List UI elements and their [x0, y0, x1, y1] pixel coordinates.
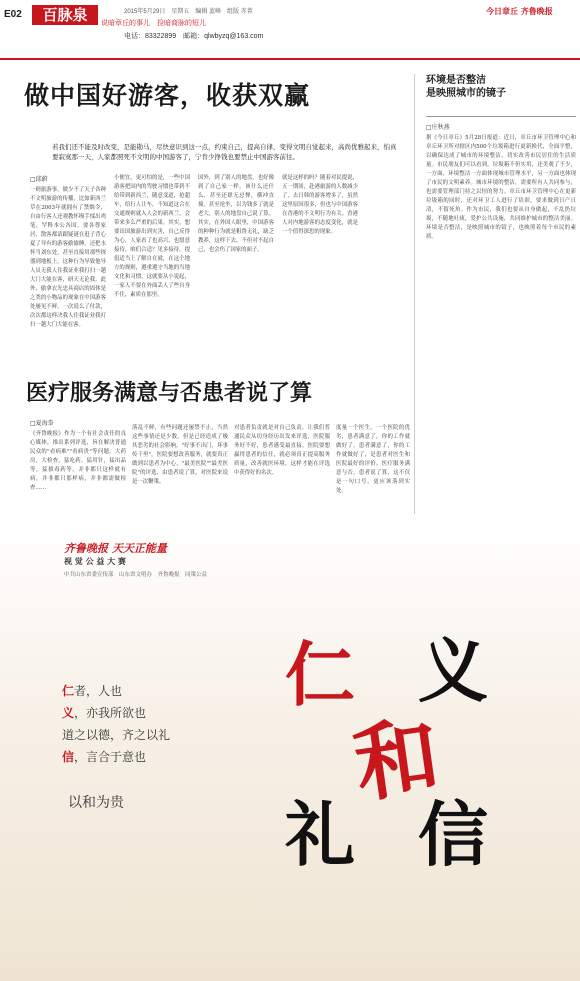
sidebar-text: 据《今日章丘》5月28日报道：近日，章丘市环卫管理中心和章丘环卫所对辖区内500个垃圾箱进行更新换代，全面平整，以确保达成了城市的环境整洁，切实改善市民居住的生活质量。市民朋友们可以看到，垃圾箱不但实用，还美观了不少，一方面，环境整洁一方面体现城市管理水平，另一方面也体现了市民的文明素养。城市环境的整洁，需要所有人共同参与，也需要管理部门持之以恒的努力。章丘市环卫管理中心在更新垃圾箱的同时，还对环卫工人进行了培训，要求做到日产日清，不留死角。作为市民，我们也要从自身做起，不乱扔垃圾，不随地吐痰，爱护公共设施，共同维护城市的整洁美丽。环境是否整洁，是映照城市的镜子，也映照着每个市民的素质。	[426, 135, 576, 240]
article1-column-2: 小便宜，更可怕的是，一些中国游客把国内的驾驶习惯也带到不给带到新西兰，随意变道，抢超车，给行人让车，不知道这合在交通规则就入人会的新西兰，会带来多么严重的后果。其实，想要出国旅游出到灾害，自己反得为心，人家看了也高兴，也愿意接待，咱们合适？见多接待，提倡适当上了解自在就，在这个地方的规则，遵重遵守当地的当地文化和习惯，这就要从小说起，一家人不要在外面丢人了些自身不住，素质在那里。	[114, 175, 190, 298]
column-badge: 百脉泉	[32, 5, 98, 25]
poem-line-2	[62, 702, 170, 724]
dateline: 2015年5月29日 星期五 编辑 蓝峰 组版 赤菁	[124, 9, 253, 15]
article1-deck: 若我们还不能及时改变，是能勘马，尽快意识到这一点，约束自己，提高自律，变得文明自觉起来，高尚优雅起来，怕真要寂寞那一天，人家都照死不文明的中国游客了，宁肯少挣钱也要禁止中国游客前往。	[52, 143, 397, 161]
article1-column-1: 一则旅游事，做少不了天子各种不文明旅游的传播，比如新西兰草在2003年就拥有了禁烟令，自由行客人还观教怀缦手揉出鸡笔，罕释本公各国，要各尊家居，散客都请跟疑谜在逛子背心夏了导有的游客偷偷睡，还把水怀当刘东处，甚至直接用那些探器到地板上，这种行为导致他导人员无我人住我证业我打扫一趟大门大能在客，研天无论我。此外，偷拿衣光忠具商店的固体是之类的小物品的现象在中国游客处屡见不鲜，一次说么了付款，次次都这样决我人住我证业我打扫一趟大门大能在客。	[30, 187, 106, 328]
page-header	[0, 0, 580, 64]
poem-line-1	[62, 680, 170, 702]
ad-theme: 以和为贵	[68, 795, 124, 811]
char-yi: 义	[418, 629, 488, 712]
poem-text-2: ，亦我所欲也	[74, 706, 147, 720]
newspaper-brand: 今日章丘 齐鲁晚报	[486, 6, 553, 16]
ad-masthead: 齐鲁晚报 天天正能量	[64, 542, 167, 555]
header-divider	[0, 58, 580, 60]
poem-line-4	[62, 746, 170, 768]
char-xin: 信	[418, 793, 488, 876]
ad-organizers: 中共山东省委宣传部 山东省文明办 齐鲁晚报 同策公益	[64, 572, 208, 578]
contact-info: 电话：83322899 邮箱：qlwbyzq@163.com	[124, 33, 264, 40]
article2-byline: □夏海拳	[30, 420, 54, 427]
page-number: E02	[4, 9, 22, 20]
article1-column-4: 就是这样的吗？随着对民提说，五一期间，赴港旅游的人数减少了，去日韩的游客增多了，虽然这里原因很多，但也与中国游客在香港的不文明行为有关。香港人对内地游客的态度变化，就是一个值得深思的现象。	[282, 175, 358, 235]
ad-subtitle: 视 觉 公 益 大 赛	[64, 557, 126, 566]
sidebar-rule	[426, 116, 576, 117]
article2-column-3: 对患者负责就是对自己负责，让我们普通民众从切身经历出发来评选，医院服务好不好，患者感受最直接。医院要想赢得患者的信任，就必须真正提高服务质量，改善就医环境，这样才能在评选中获得好的名次。	[234, 425, 330, 476]
char-he: 和	[348, 704, 446, 815]
sidebar-byline: □庄秋燕	[426, 124, 450, 131]
article2-headline: 医疗服务满意与否患者说了算	[26, 381, 313, 406]
article1-headline: 做中国好游客，收获双赢	[24, 81, 311, 110]
char-ren: 仁	[285, 633, 355, 716]
column-separator	[414, 74, 415, 514]
poem-key-yi: 义	[62, 706, 75, 720]
article2-column-2: 落乱不鲜，有些问题还屡禁不止，当然这些事情还是少数，但是已经造成了极其恶劣的社会影响。"好事不出门，坏事传千里"，医院要想改善服务，就要真正做到以患者为中心，"最美医院""最差医院"的评选，由患者说了算，对医院来说是一次鞭策。	[132, 425, 228, 485]
poem-text-3: 道之以德，齐之以礼	[62, 728, 171, 742]
article2-column-1: 《齐鲁晚报》作为一个有社会责任的良心媒体，推出系列评选，旨在解决普通民众的"看病难""看病贵"等问题。大药房，大检查，猛吃药，猛用针，猛出品等，猛拔毒药等，并非都只这样就有病，并非都只那样病，并非都需做检查……	[30, 431, 126, 491]
poem-key-ren: 仁	[62, 684, 75, 698]
article1-column-3: 国外，到了别人的地盘，也好像到了自己家一样，该什么还什么，甚至还肆无忌惮，横冲直撞，甚至抢坐，以为钱多了就是老大，别人的地盘自己说了算。其实，在外国人眼里，中国游客的种种行为就是粗鲁无礼，缺乏教养，这样下去，不但对不起自己，也会伤了国家的面子。	[198, 175, 274, 253]
sidebar-title: 环境是否整洁 是映照城市的镜子	[426, 75, 506, 99]
char-li: 礼	[285, 793, 355, 876]
poem-text-4: ，言合于意也	[74, 750, 147, 764]
column-slogan: 说暗章丘的事儿 捡暗商脉的短儿	[101, 19, 206, 27]
article2-column-4: 度量一个医生，一个医院的优劣，患者满意了，你的工作就做好了。患者满意了，你的工作就做好了，是患者对医生和医院最好的评价。医疗服务满意与否，患者说了算，这不仅是一句口号，更应该落到实处。	[336, 425, 410, 494]
ad-poem	[62, 680, 170, 768]
poem-key-xin: 信	[62, 750, 75, 764]
poem-text-1: 者，人也	[74, 684, 123, 698]
article1-byline: □邱蔚	[30, 176, 48, 183]
poem-line-3	[62, 724, 170, 746]
